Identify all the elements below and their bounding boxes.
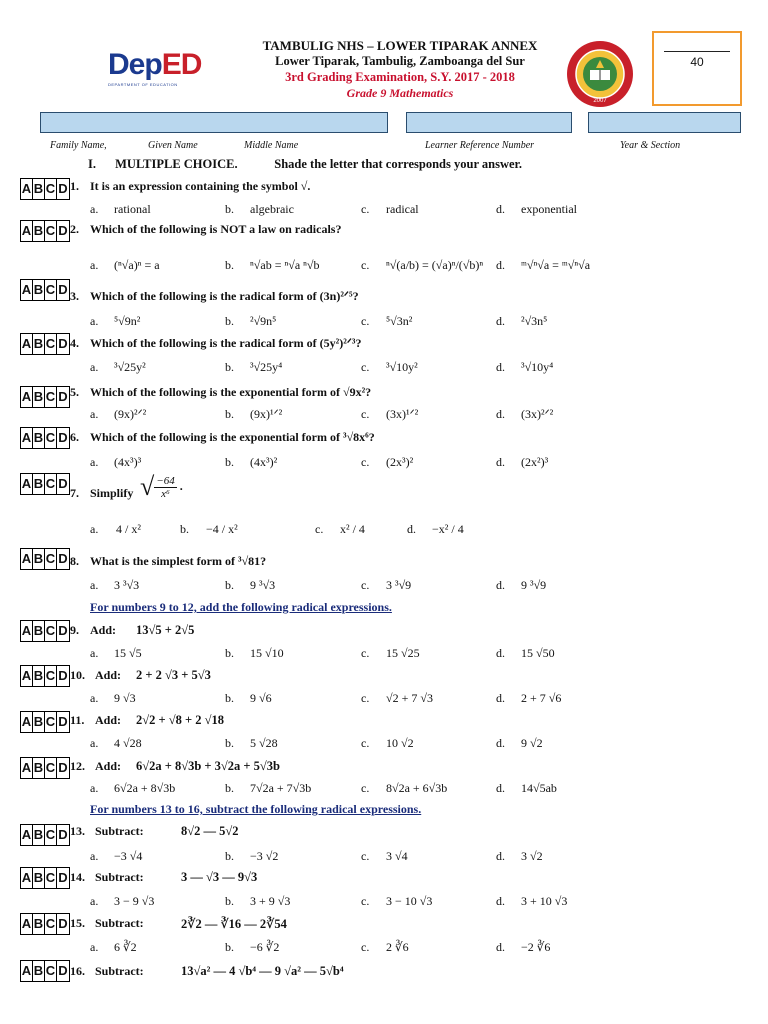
answer-choice-a[interactable]: A	[21, 712, 33, 732]
question-text: Which of the following is the exponential form of √9x²?	[90, 385, 372, 399]
answer-choice-a[interactable]: A	[21, 621, 33, 641]
option-letter: c.	[361, 578, 370, 592]
answer-choice-d[interactable]: D	[58, 668, 68, 683]
option-text[interactable]: 3 + 10 √3	[521, 894, 568, 908]
option-text[interactable]: ⁵√9n²	[114, 314, 141, 328]
option-letter: d.	[496, 455, 505, 469]
option-letter: c.	[361, 202, 370, 216]
option-letter: b.	[225, 360, 234, 374]
option-text[interactable]: (4x³)²	[250, 455, 278, 469]
option-letter: b.	[225, 849, 234, 863]
answer-choice-c[interactable]: C	[45, 428, 57, 448]
answer-choice-b[interactable]: B	[33, 221, 45, 241]
logo-subtitle: DEPARTMENT OF EDUCATION	[108, 82, 178, 87]
option-letter: b.	[225, 894, 234, 908]
option-text[interactable]: 6 ∛2	[114, 940, 137, 954]
answer-choice-b[interactable]: B	[33, 179, 45, 199]
option-text[interactable]: 6√2a + 8√3b	[114, 781, 176, 795]
answer-grid	[20, 960, 70, 982]
option-letter: b.	[180, 522, 189, 536]
option-text[interactable]: 7√2a + 7√3b	[250, 781, 312, 795]
option-letter: b.	[225, 407, 234, 421]
option-letter: c.	[361, 407, 370, 421]
question-text: What is the simplest form of ³√81?	[90, 554, 267, 568]
option-letter: a.	[90, 578, 99, 592]
option-letter: c.	[361, 849, 370, 863]
option-letter: d.	[496, 258, 505, 272]
option-letter: d.	[496, 202, 505, 216]
question-number: 16.	[70, 964, 85, 978]
option-text[interactable]: 5 √28	[250, 736, 278, 750]
option-text[interactable]: (9x)¹ᐟ²	[250, 407, 283, 421]
answer-grid	[20, 279, 70, 301]
q7-radical-fraction: √ $\frac{-64}{\text{x⁶}}$ .	[140, 472, 183, 501]
answer-grid	[20, 711, 70, 733]
subject-title: Grade 9 Mathematics	[346, 86, 454, 100]
option-text[interactable]: 10 √2	[386, 736, 414, 750]
option-letter: c.	[361, 691, 370, 705]
option-letter: c.	[361, 781, 370, 795]
answer-choice-b[interactable]: B	[33, 666, 45, 686]
section-heading: I. MULTIPLE CHOICE. Shade the letter that corresponds your answer.	[88, 157, 523, 171]
option-text[interactable]: 2 + 7 √6	[521, 691, 562, 705]
answer-choice-b[interactable]: B	[33, 825, 45, 845]
option-text[interactable]: ²√3n⁵	[521, 314, 548, 328]
answer-choice-b[interactable]: B	[33, 961, 45, 981]
question-expression: 2∛2 — ∛16 — 2∛54	[181, 917, 287, 931]
question-number: 11.	[70, 713, 85, 727]
answer-choice-d[interactable]: D	[58, 963, 68, 978]
question-number: 1.	[70, 179, 79, 193]
option-text[interactable]: ⁿ√(a/b) = (√a)ⁿ/(√b)ⁿ	[386, 258, 484, 272]
option-text[interactable]: ⁵√3n²	[386, 314, 413, 328]
option-text[interactable]: −3 √4	[114, 849, 143, 863]
question-expression: 3 — √3 — 9√3	[181, 870, 258, 884]
option-letter: a.	[90, 314, 99, 328]
option-letter: c.	[361, 455, 370, 469]
option-letter: c.	[361, 258, 370, 272]
answer-choice-d[interactable]: D	[58, 760, 68, 775]
option-text[interactable]: ⁿ√ab = ⁿ√a ⁿ√b	[250, 258, 320, 272]
answer-choice-c[interactable]: C	[45, 961, 57, 981]
option-text[interactable]: 3 + 9 √3	[250, 894, 291, 908]
option-letter: a.	[90, 691, 99, 705]
answer-choice-d[interactable]: D	[58, 714, 68, 729]
answer-choice-a[interactable]: A	[21, 428, 33, 448]
question-text: It is an expression containing the symbol √.	[90, 179, 311, 193]
school-name: TAMBULIG NHS – LOWER TIPARAK ANNEX	[262, 38, 538, 53]
question-label: Add:	[95, 668, 122, 682]
option-text[interactable]: 3 ³√9	[386, 578, 412, 592]
option-letter: b.	[225, 691, 234, 705]
answer-choice-b[interactable]: B	[33, 914, 45, 934]
option-text[interactable]: algebraic	[250, 202, 294, 216]
question-label: Add:	[95, 759, 122, 773]
question-label: Subtract:	[95, 870, 144, 884]
answer-choice-b[interactable]: B	[33, 387, 45, 407]
option-letter: d.	[496, 894, 505, 908]
answer-choice-d[interactable]: D	[58, 430, 68, 445]
option-letter: c.	[361, 646, 370, 660]
option-letter: c.	[361, 360, 370, 374]
answer-choice-c[interactable]: C	[45, 549, 57, 569]
option-text[interactable]: 9 √6	[250, 691, 272, 705]
option-text[interactable]: (3x)¹ᐟ²	[386, 407, 419, 421]
question-text: Which of the following is the radical form of (3n)²ᐟ⁵?	[90, 289, 359, 303]
option-letter: b.	[225, 578, 234, 592]
option-text[interactable]: (ⁿ√a)ⁿ = a	[114, 258, 160, 272]
option-text[interactable]: 15 √5	[114, 646, 142, 660]
answer-choice-d[interactable]: D	[58, 336, 68, 351]
question-label: Subtract:	[95, 824, 144, 838]
option-letter: d.	[496, 360, 505, 374]
option-text[interactable]: rational	[114, 202, 151, 216]
answer-choice-b[interactable]: B	[33, 621, 45, 641]
question-expression: 13√5 + 2√5	[136, 623, 195, 637]
option-text[interactable]: ³√25y⁴	[250, 360, 283, 374]
question-number: 2.	[70, 222, 79, 236]
answer-choice-d[interactable]: D	[58, 223, 68, 238]
option-letter: d.	[496, 314, 505, 328]
option-text[interactable]: 3 − 9 √3	[114, 894, 155, 908]
option-letter: c.	[361, 736, 370, 750]
answer-choice-c[interactable]: C	[45, 621, 57, 641]
option-text[interactable]: ³√10y²	[386, 360, 418, 374]
option-letter: b.	[225, 455, 234, 469]
answer-choice-b[interactable]: B	[33, 712, 45, 732]
answer-choice-a[interactable]: A	[21, 387, 33, 407]
option-text[interactable]: radical	[386, 202, 419, 216]
answer-choice-a[interactable]: A	[21, 179, 33, 199]
option-letter: d.	[496, 407, 505, 421]
option-letter: d.	[496, 578, 505, 592]
option-letter: b.	[225, 940, 234, 954]
answer-choice-b[interactable]: B	[33, 758, 45, 778]
answer-choice-a[interactable]: A	[21, 825, 33, 845]
year-section-label: Year & Section	[620, 140, 681, 151]
option-letter: d.	[496, 691, 505, 705]
question-text: Which of the following is NOT a law on radicals?	[90, 222, 342, 236]
option-letter: b.	[225, 258, 234, 272]
question-number: 6.	[70, 430, 79, 444]
answer-grid	[20, 913, 70, 935]
answer-choice-c[interactable]: C	[45, 387, 57, 407]
option-letter: a.	[90, 522, 99, 536]
option-letter: a.	[90, 646, 99, 660]
answer-choice-d[interactable]: D	[58, 389, 68, 404]
option-text[interactable]: ³√25y²	[114, 360, 146, 374]
add-instruction: For numbers 9 to 12, add the following radical expressions.	[90, 600, 392, 614]
option-text[interactable]: ²√9n⁵	[250, 314, 277, 328]
answer-grid	[20, 427, 70, 449]
option-letter: a.	[90, 258, 99, 272]
deped-logo	[108, 50, 208, 90]
option-text[interactable]: (3x)²ᐟ²	[521, 407, 554, 421]
question-number: 4.	[70, 336, 79, 350]
question-expression: 2√2 + √8 + 2 √18	[136, 713, 224, 727]
option-text[interactable]: (2x³)²	[386, 455, 414, 469]
option-text[interactable]: −4 / x²	[206, 522, 238, 536]
answer-choice-d[interactable]: D	[58, 181, 68, 196]
middle-name-label: Middle Name	[244, 140, 299, 151]
option-letter: d.	[496, 736, 505, 750]
question-number: 8.	[70, 554, 79, 568]
question-expression: 6√2a + 8√3b + 3√2a + 5√3b	[136, 759, 280, 773]
option-text[interactable]: 4 √28	[114, 736, 142, 750]
option-letter: d.	[407, 522, 416, 536]
school-address: Lower Tiparak, Tambulig, Zamboanga del Sur	[275, 54, 525, 68]
option-text[interactable]: −2 ∛6	[521, 940, 551, 954]
option-letter: b.	[225, 781, 234, 795]
subtract-instruction: For numbers 13 to 16, subtract the following radical expressions.	[90, 802, 422, 816]
answer-choice-c[interactable]: C	[45, 334, 57, 354]
answer-choice-b[interactable]: B	[33, 428, 45, 448]
answer-choice-a[interactable]: A	[21, 666, 33, 686]
option-letter: d.	[496, 940, 505, 954]
option-text[interactable]: ᵐ√ⁿ√a = ᵐ√ⁿ√a	[521, 258, 591, 272]
option-text[interactable]: 15 √50	[521, 646, 555, 660]
score-box	[652, 31, 742, 106]
option-text[interactable]: −x² / 4	[432, 522, 464, 536]
answer-choice-b[interactable]: B	[33, 280, 45, 300]
answer-choice-c[interactable]: C	[45, 474, 57, 494]
family-name-label: Family Name,	[50, 140, 107, 151]
option-letter: a.	[90, 407, 99, 421]
answer-grid	[20, 867, 70, 889]
option-text[interactable]: 2 ∛6	[386, 940, 409, 954]
answer-choice-b[interactable]: B	[33, 549, 45, 569]
option-letter: a.	[90, 202, 99, 216]
question-number: 9.	[70, 623, 79, 637]
q7-numerator: −64	[156, 474, 175, 487]
option-text[interactable]: 9 √3	[114, 691, 136, 705]
answer-grid	[20, 178, 70, 200]
question-number: 14.	[70, 870, 85, 884]
logo-wordmark: DepED	[108, 48, 202, 81]
question-label: Add:	[90, 623, 117, 637]
option-text[interactable]: ³√10y⁴	[521, 360, 554, 374]
option-text[interactable]: −6 ∛2	[250, 940, 280, 954]
answer-choice-c[interactable]: C	[45, 868, 57, 888]
question-number: 15.	[70, 916, 85, 930]
option-letter: c.	[315, 522, 324, 536]
option-text[interactable]: 3 √2	[521, 849, 543, 863]
option-text[interactable]: 15 √10	[250, 646, 284, 660]
option-text[interactable]: 9 √2	[521, 736, 543, 750]
exam-title: 3rd Grading Examination, S.Y. 2017 - 2018	[285, 70, 515, 84]
option-letter: a.	[90, 736, 99, 750]
year-section-field[interactable]	[588, 112, 741, 133]
answer-choice-c[interactable]: C	[45, 758, 57, 778]
option-letter: a.	[90, 781, 99, 795]
answer-choice-d[interactable]: D	[58, 827, 68, 842]
question-number: 5.	[70, 385, 79, 399]
option-letter: c.	[361, 894, 370, 908]
option-text[interactable]: (4x³)³	[114, 455, 142, 469]
q7-denominator: x⁶	[161, 487, 170, 500]
option-text[interactable]: (9x)²ᐟ²	[114, 407, 147, 421]
option-letter: a.	[90, 940, 99, 954]
option-text[interactable]: 3 ³√3	[114, 578, 140, 592]
answer-choice-d[interactable]: D	[58, 623, 68, 638]
option-text[interactable]: √2 + 7 √3	[386, 691, 433, 705]
school-seal	[566, 40, 634, 108]
answer-choice-c[interactable]: C	[45, 179, 57, 199]
q7-fraction	[154, 475, 176, 500]
answer-choice-c[interactable]: C	[45, 221, 57, 241]
answer-choice-d[interactable]: D	[58, 282, 68, 297]
option-letter: b.	[225, 314, 234, 328]
option-text[interactable]: 3 √4	[386, 849, 408, 863]
option-text[interactable]: 8√2a + 6√3b	[386, 781, 448, 795]
option-text[interactable]: 9 ³√3	[250, 578, 276, 592]
answer-choice-a[interactable]: A	[21, 474, 33, 494]
lrn-label: Learner Reference Number	[425, 140, 535, 151]
option-letter: d.	[496, 646, 505, 660]
question-label: Subtract:	[95, 964, 144, 978]
answer-choice-a[interactable]: A	[21, 758, 33, 778]
lrn-field[interactable]	[406, 112, 572, 133]
answer-grid	[20, 548, 70, 570]
option-letter: b.	[225, 646, 234, 660]
answer-choice-a[interactable]: A	[21, 868, 33, 888]
answer-choice-d[interactable]: D	[58, 476, 68, 491]
answer-choice-a[interactable]: A	[21, 334, 33, 354]
answer-grid	[20, 473, 70, 495]
question-number: 7.	[70, 486, 79, 500]
answer-choice-c[interactable]: C	[45, 825, 57, 845]
question-number: 3.	[70, 289, 79, 303]
question-label: Subtract:	[95, 916, 144, 930]
answer-choice-c[interactable]: C	[45, 280, 57, 300]
answer-grid	[20, 333, 70, 355]
option-letter: c.	[361, 314, 370, 328]
answer-choice-a[interactable]: A	[21, 221, 33, 241]
question-expression: 13√a² — 4 √b⁴ — 9 √a² — 5√b⁴	[181, 964, 344, 978]
option-text[interactable]: exponential	[521, 202, 577, 216]
question-expression: 8√2 — 5√2	[181, 824, 239, 838]
answer-choice-b[interactable]: B	[33, 334, 45, 354]
question-number: 12.	[70, 759, 85, 773]
option-text[interactable]: x² / 4	[340, 522, 365, 536]
question-number: 10.	[70, 668, 85, 682]
option-letter: d.	[496, 781, 505, 795]
option-text[interactable]: 14√5ab	[521, 781, 557, 795]
answer-choice-a[interactable]: A	[21, 549, 33, 569]
answer-choice-b[interactable]: B	[33, 474, 45, 494]
answer-grid	[20, 220, 70, 242]
option-letter: d.	[496, 849, 505, 863]
answer-grid	[20, 386, 70, 408]
question-text: Which of the following is the radical form of (5y²)²ᐟ³?	[90, 336, 362, 350]
option-text[interactable]: 4 / x²	[116, 522, 141, 536]
seal-year: 2007	[593, 98, 607, 104]
given-name-label: Given Name	[148, 140, 198, 151]
answer-grid	[20, 824, 70, 846]
question-text: Simplify	[90, 486, 134, 500]
option-letter: a.	[90, 455, 99, 469]
answer-choice-c[interactable]: C	[45, 914, 57, 934]
option-letter: a.	[90, 360, 99, 374]
option-letter: b.	[225, 736, 234, 750]
answer-choice-c[interactable]: C	[45, 712, 57, 732]
question-number: 13.	[70, 824, 85, 838]
name-field[interactable]	[40, 112, 388, 133]
answer-grid	[20, 757, 70, 779]
option-letter: b.	[225, 202, 234, 216]
option-text[interactable]: 15 √25	[386, 646, 420, 660]
answer-choice-d[interactable]: D	[58, 916, 68, 931]
question-text: Which of the following is the exponential form of ³√8x⁶?	[90, 430, 375, 444]
answer-choice-a[interactable]: A	[21, 914, 33, 934]
answer-choice-d[interactable]: D	[58, 870, 68, 885]
option-letter: a.	[90, 849, 99, 863]
option-text[interactable]: 3 − 10 √3	[386, 894, 433, 908]
question-label: Add:	[95, 713, 122, 727]
option-letter: c.	[361, 940, 370, 954]
answer-grid	[20, 620, 70, 642]
option-letter: a.	[90, 894, 99, 908]
option-text[interactable]: (2x²)³	[521, 455, 549, 469]
answer-grid	[20, 665, 70, 687]
answer-choice-a[interactable]: A	[21, 280, 33, 300]
option-text[interactable]: 9 ³√9	[521, 578, 547, 592]
answer-choice-d[interactable]: D	[58, 551, 68, 566]
option-text[interactable]: −3 √2	[250, 849, 279, 863]
answer-choice-b[interactable]: B	[33, 868, 45, 888]
question-expression: 2 + 2 √3 + 5√3	[136, 668, 211, 682]
answer-choice-a[interactable]: A	[21, 961, 33, 981]
score-value: 40	[690, 55, 704, 69]
answer-choice-c[interactable]: C	[45, 666, 57, 686]
